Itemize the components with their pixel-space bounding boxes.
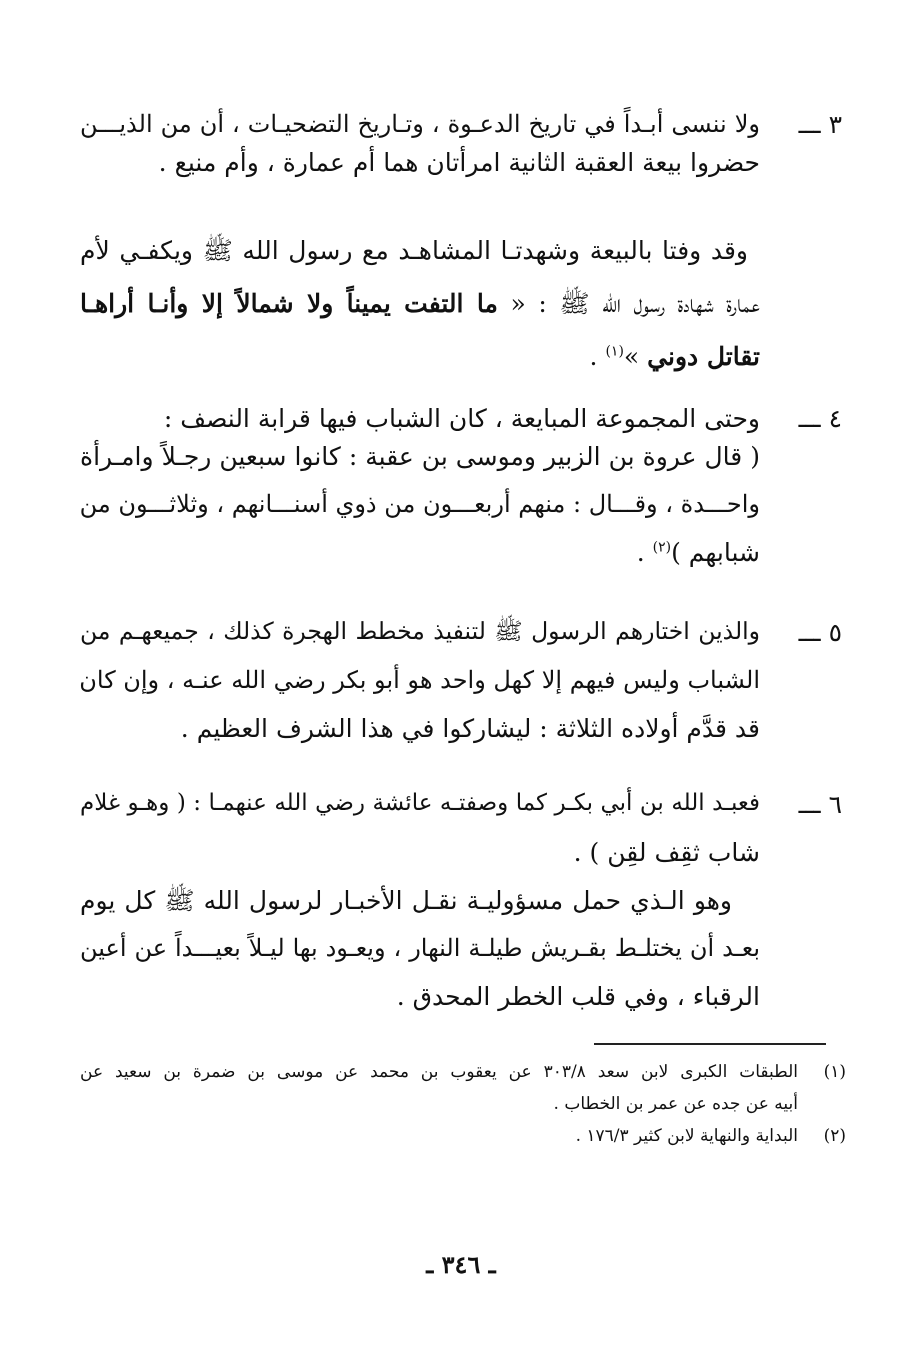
item-number: ٥ ـــ [798, 618, 842, 647]
list-item-5 [79, 617, 842, 756]
text-line: الشباب وليس فيهم إلا كهل واحد هو أبو بكر رضي الله عنـه ، وإن كان [79, 666, 760, 694]
text-line: وقد وفتا بالبيعة وشهدتـا المشاهـد مع رسول الله ﷺ ويكفـي لأم [80, 236, 748, 265]
item-5-line-1-row [80, 617, 842, 668]
text-line: وهو الـذي حمل مسؤوليـة نقـل الأخبـار لرسول الله ﷺ كل يوم [80, 886, 732, 915]
text-line: حضروا بيعة العقبة الثانية امرأتان هما أم عمارة ، وأم منيع . [158, 148, 760, 177]
text-line [80, 540, 760, 565]
text-line: ( قال عروة بن الزبير وموسى بن عقبة : كانوا سبعين رجـلاً وامـرأة [80, 442, 760, 471]
hadith-quote-end: تقاتل دوني [647, 342, 760, 371]
item-number: ٣ ـــ [798, 110, 842, 139]
footnote-ref-1[interactable]: (١) [605, 343, 624, 360]
text-line: قد قدَّم أولاده الثلاثة : ليشاركوا في هذا الشرف العظيم . [180, 714, 760, 743]
text-line: شاب ثقِف لقِن ) . [573, 838, 760, 867]
list-item-4 [80, 406, 842, 580]
text-line [80, 344, 760, 369]
text-line [80, 291, 760, 316]
item-6-line-1-row [80, 792, 842, 840]
quote-intro: عمارة شهادة رسول الله ﷺ : « [497, 289, 760, 318]
item-4-line-1-row [80, 406, 842, 444]
quote-close: » [623, 342, 648, 371]
footnote-number: (١) [823, 1062, 846, 1082]
footnotes [80, 1064, 846, 1160]
period: . [589, 342, 606, 371]
list-item-6 [80, 792, 842, 1024]
hadith-quote: ما التفت يميناً ولا شمالاً إلا وأنـا أراهـا [80, 289, 498, 318]
text-line: بعـد أن يختلـط بقـريش طيلـة النهار ، ويعـود بها ليـلاً بعيـــداً عن أعين [80, 934, 760, 962]
text-line: وحتى المجموعة المبايعة ، كان الشباب فيها قرابة النصف : [163, 404, 760, 433]
footnote-1 [80, 1064, 846, 1128]
period: . [636, 538, 653, 567]
item-3-line-1-row [80, 112, 842, 150]
text-line: الرقباء ، وفي قلب الخطر المحدق . [396, 982, 760, 1011]
quote-end: شبابهم ) [671, 538, 760, 567]
text-line: والذين اختارهم الرسول ﷺ لتنفيذ مخطط الهجرة كذلك ، جميعهـم من [80, 617, 760, 645]
text-line: فعبـد الله بن أبي بكـر كما وصفتـه عائشة رضي الله عنهمـا : ( وهـو غلام [80, 790, 760, 816]
page-number: ـ ٣٤٦ ـ [426, 1250, 496, 1279]
item-number: ٦ ـــ [798, 790, 842, 819]
text-line: واحـــدة ، وقـــال : منهم أربعـــون من ذوي أسنـــانهم ، وثلاثـــون من [79, 490, 760, 518]
footnote-line: الطبقات الكبرى لابن سعد ٣٠٣/٨ عن يعقوب بن محمد عن موسى بن ضمرة بن سعيد عن [80, 1062, 798, 1082]
footnote-line: أبيه عن جده عن عمر بن الخطاب . [553, 1094, 798, 1114]
footnote-ref-2[interactable]: (٢) [652, 539, 672, 556]
footnote-separator [594, 1043, 826, 1045]
list-item-3 [80, 112, 842, 188]
footnote-line: البداية والنهاية لابن كثير ١٧٦/٣ . [575, 1126, 798, 1146]
footnote-number: (٢) [823, 1126, 846, 1146]
item-number: ٤ ـــ [798, 404, 842, 433]
item-3-paragraph [80, 238, 842, 384]
text-line: ولا ننسى أبـداً في تاريخ الدعـوة ، وتـاريخ التضحيـات ، أن من الذيـــن [80, 110, 760, 138]
footnote-2 [80, 1128, 846, 1160]
